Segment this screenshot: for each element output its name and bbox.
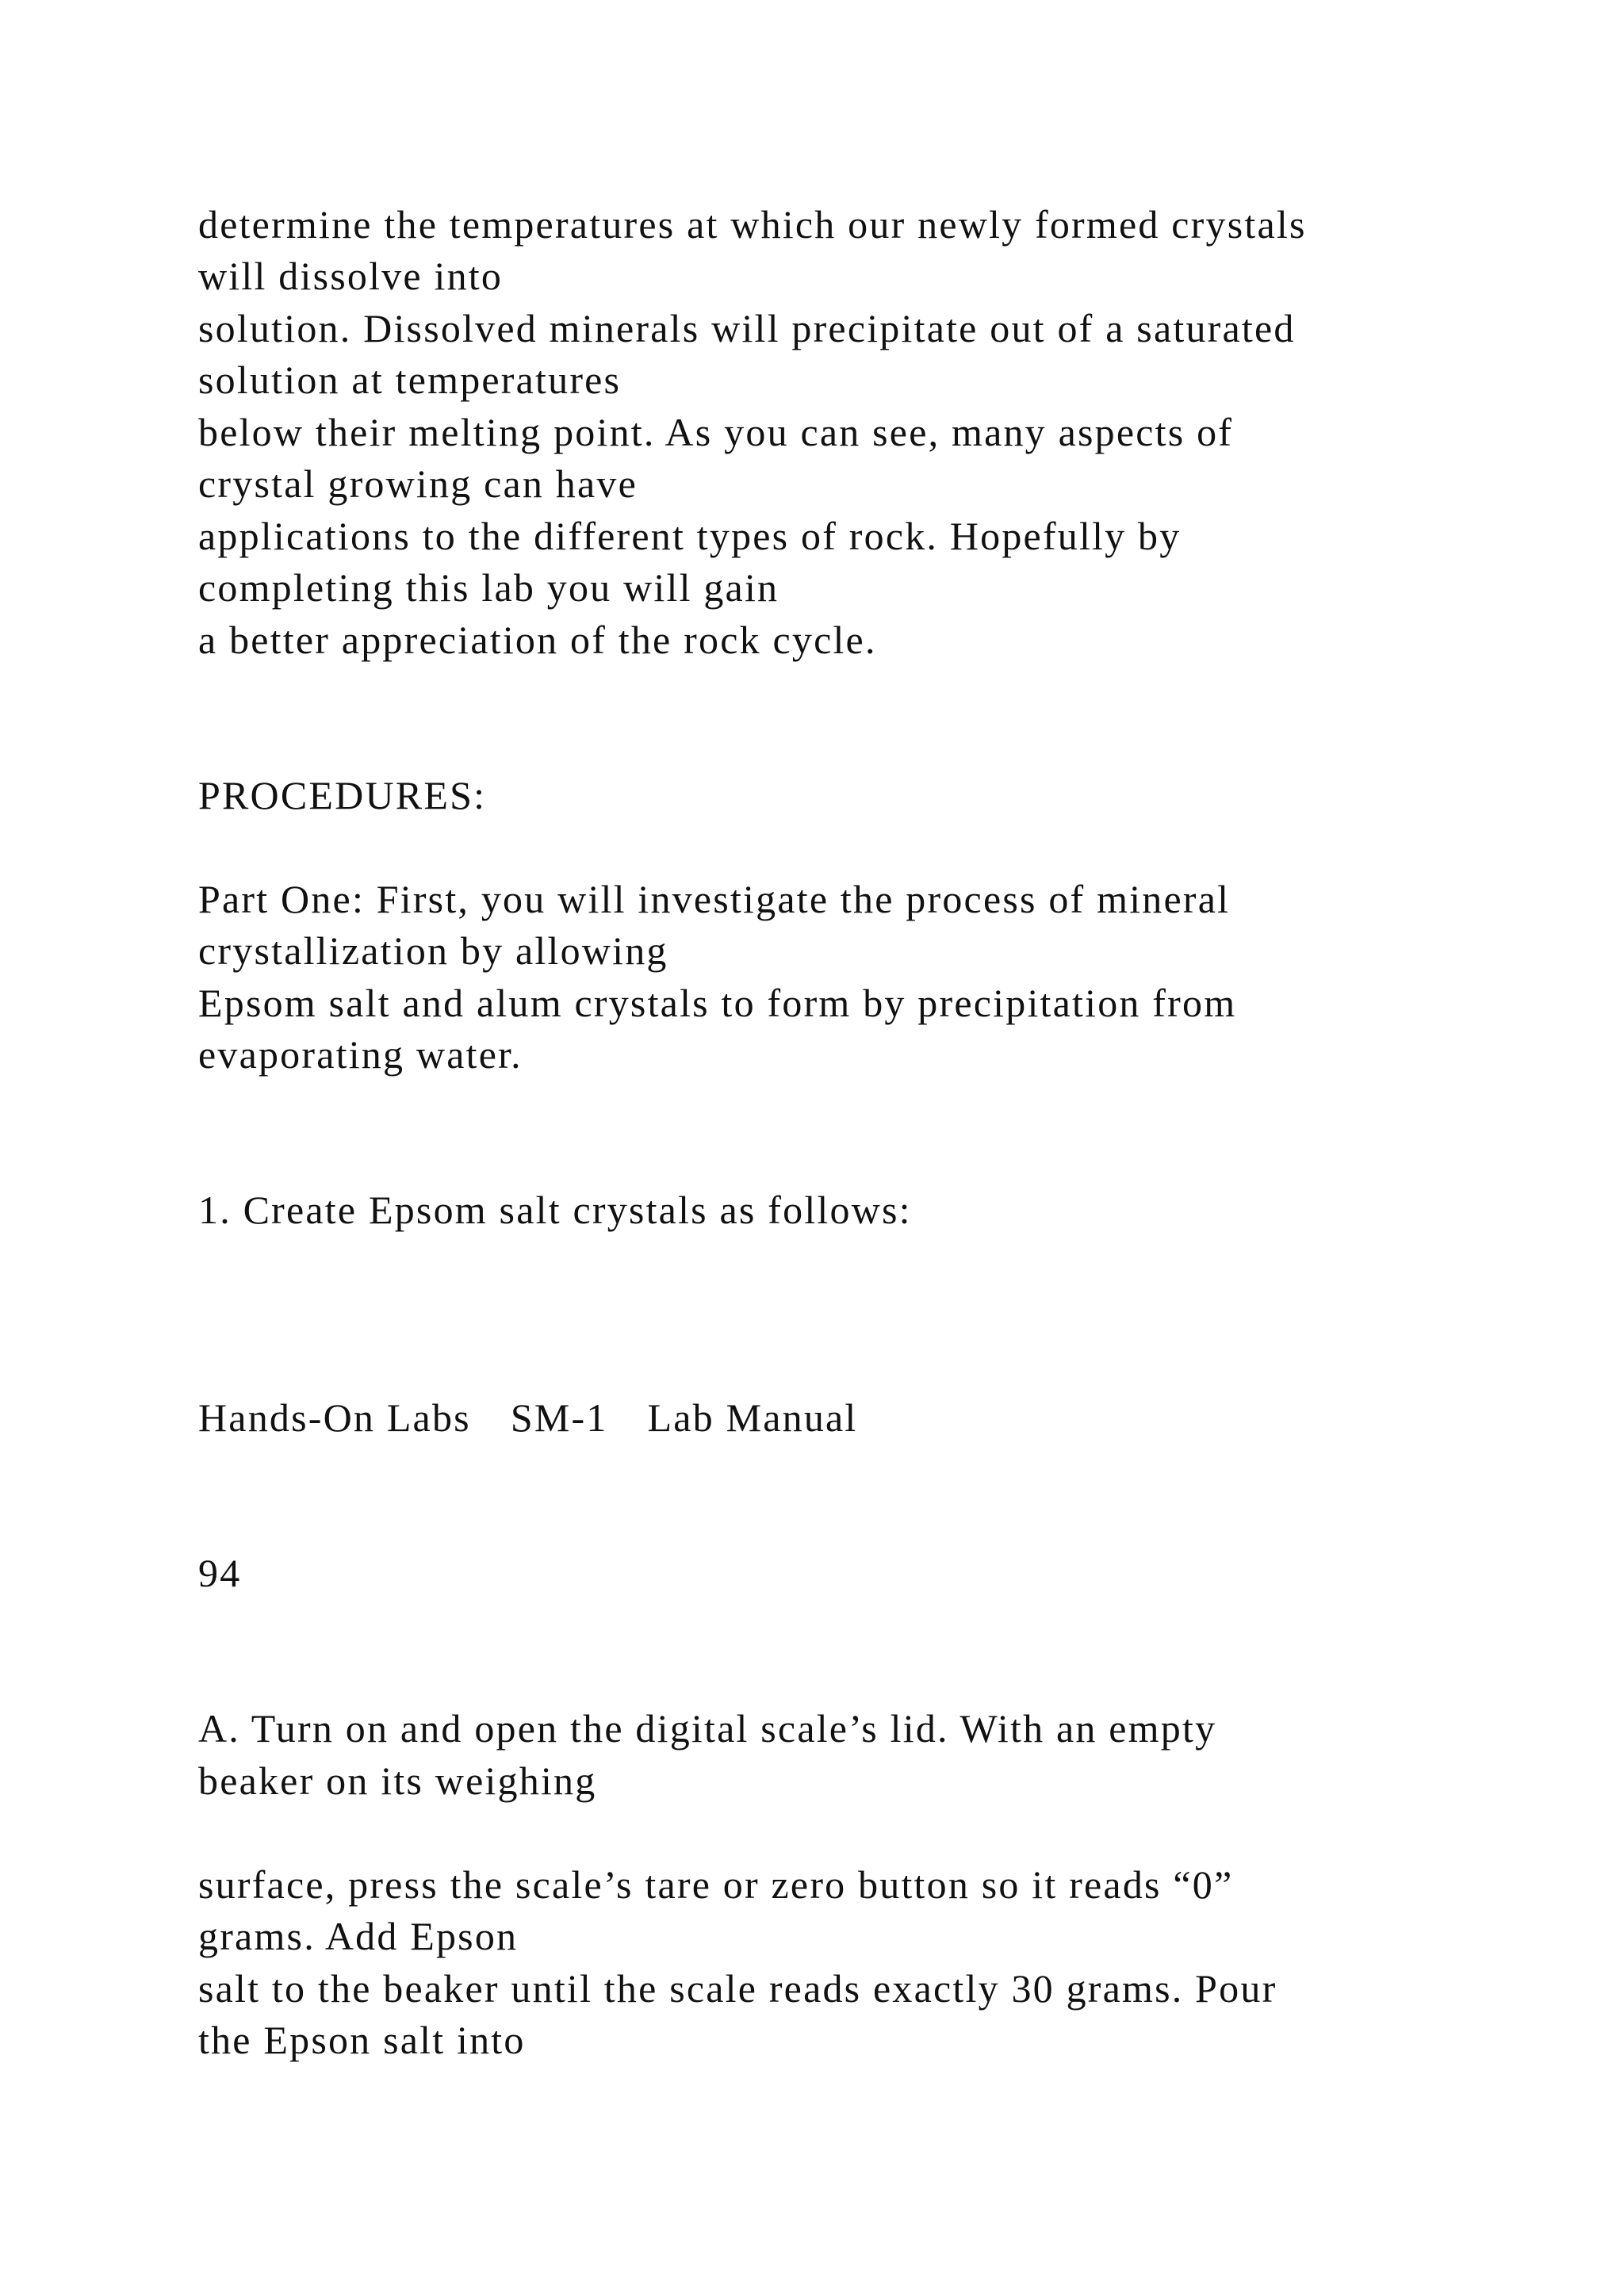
step-1: 1. Create Epsom salt crystals as follows: xyxy=(198,1188,912,1232)
step-a-line-4: grams. Add Epson xyxy=(198,1914,519,1958)
step-a-line-3: surface, press the scale’s tare or zero button so it reads “0” xyxy=(198,1862,1234,1907)
footer-manual: Lab Manual xyxy=(647,1395,858,1440)
intro-line-3: solution. Dissolved minerals will precipitate out of a saturated xyxy=(198,306,1296,350)
part-one-line-1: Part One: First, you will investigate the process of mineral xyxy=(198,877,1231,921)
part-one-line-3: Epsom salt and alum crystals to form by precipitation from xyxy=(198,981,1237,1025)
intro-line-6: crystal growing can have xyxy=(198,461,638,506)
intro-line-1: determine the temperatures at which our newly formed crystals xyxy=(198,202,1307,247)
page-number: 94 xyxy=(198,1551,242,1595)
step-a-line-2: beaker on its weighing xyxy=(198,1758,597,1803)
footer-publisher: Hands-On Labs xyxy=(198,1395,471,1440)
page-footer xyxy=(198,1395,858,1440)
part-one-line-2: crystallization by allowing xyxy=(198,928,668,973)
part-one-line-4: evaporating water. xyxy=(198,1032,523,1077)
procedures-heading: PROCEDURES: xyxy=(198,773,487,817)
intro-line-4: solution at temperatures xyxy=(198,358,622,402)
step-a-line-6: the Epson salt into xyxy=(198,2018,526,2062)
intro-line-9: a better appreciation of the rock cycle. xyxy=(198,618,877,662)
intro-line-5: below their melting point. As you can see, many aspects of xyxy=(198,410,1234,454)
step-a-line-1: A. Turn on and open the digital scale’s lid. With an empty xyxy=(198,1706,1217,1751)
intro-line-8: completing this lab you will gain xyxy=(198,565,779,610)
footer-course: SM-1 xyxy=(510,1395,608,1440)
intro-line-2: will dissolve into xyxy=(198,254,504,298)
intro-line-7: applications to the different types of rock. Hopefully by xyxy=(198,514,1182,558)
step-a-line-5: salt to the beaker until the scale reads exactly 30 grams. Pour xyxy=(198,1966,1277,2011)
